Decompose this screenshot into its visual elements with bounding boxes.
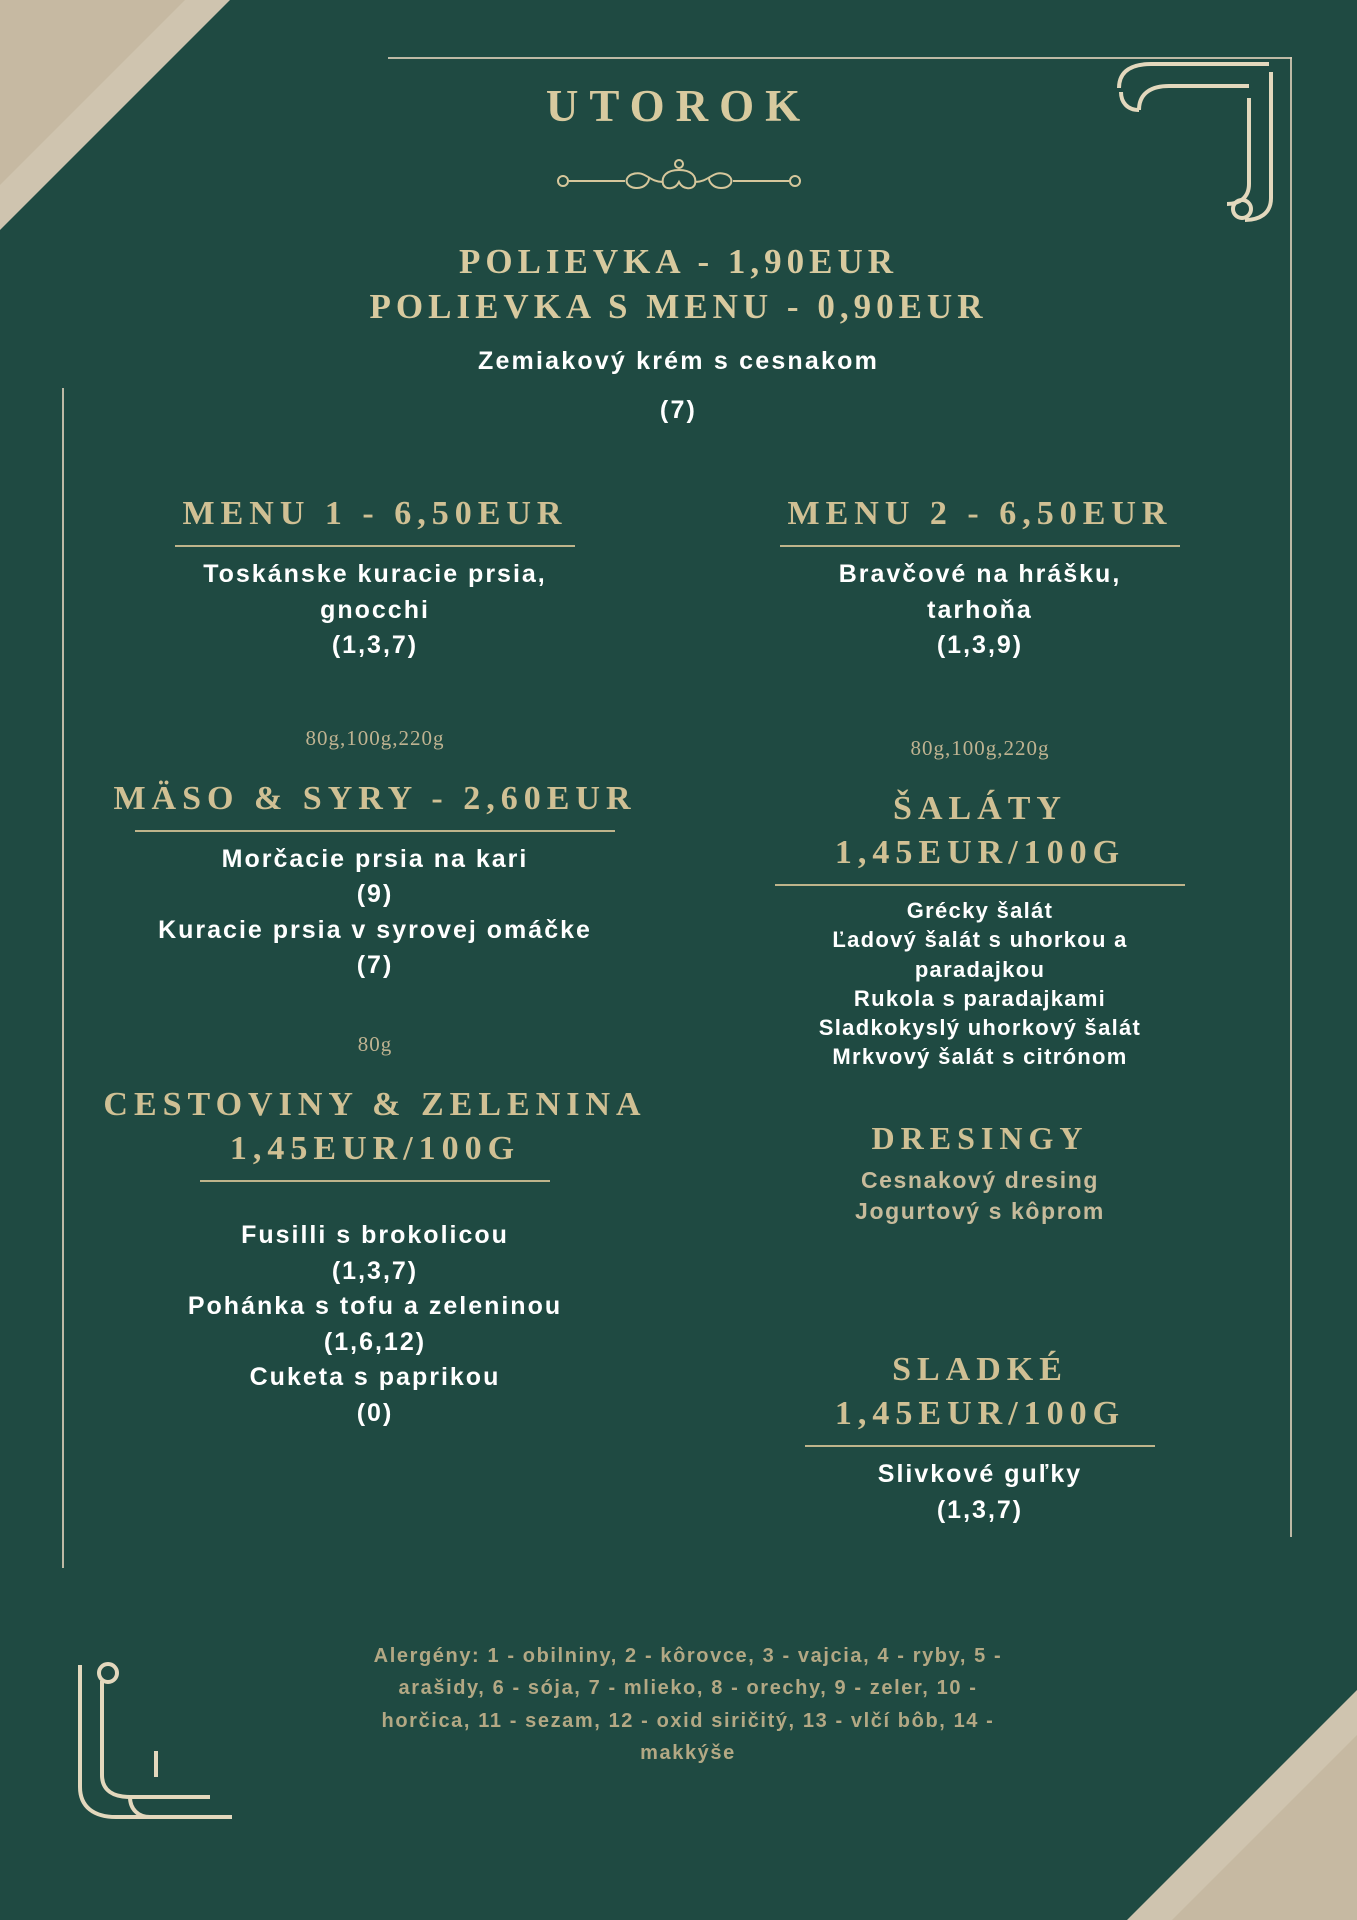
menu2-line-2: tarhoňa bbox=[927, 595, 1033, 624]
sweet-heading-2: 1,45EUR/100G bbox=[834, 1395, 1126, 1433]
meat-cheese-heading: MÄSO & SYRY - 2,60EUR bbox=[113, 779, 637, 817]
meat-cheese-underline bbox=[135, 830, 615, 832]
salads-item-4: Sladkokyslý uhorkový šalát bbox=[818, 1015, 1142, 1041]
salads-weights: 80g,100g,220g bbox=[910, 735, 1050, 760]
pasta-veg-item-1-allergens: (1,3,7) bbox=[331, 1256, 419, 1285]
menu2-section bbox=[690, 492, 1270, 664]
dressings-section bbox=[690, 1120, 1270, 1228]
pasta-veg-item-2-name: Pohánka s tofu a zeleninou bbox=[187, 1292, 563, 1321]
salads-item-3: Rukola s paradajkami bbox=[853, 985, 1107, 1011]
dressings-item-1: Cesnakový dresing bbox=[860, 1166, 1100, 1193]
page-title: UTOROK bbox=[545, 81, 812, 131]
menu2-line-1: Bravčové na hrášku, bbox=[838, 560, 1122, 589]
salads-item-2: Ľadový šalát s uhorkou a bbox=[832, 927, 1128, 953]
soup-name: Zemiakový krém s cesnakom bbox=[477, 346, 880, 375]
left-column bbox=[70, 492, 680, 1431]
sweet-underline bbox=[805, 1445, 1155, 1447]
pasta-veg-heading-1: CESTOVINY & ZELENINA bbox=[103, 1085, 647, 1123]
soup-section bbox=[0, 240, 1357, 429]
soup-price-line-2: POLIEVKA S MENU - 0,90EUR bbox=[369, 286, 988, 326]
menu1-line-2: gnocchi bbox=[320, 595, 430, 624]
border-rule-left bbox=[62, 388, 64, 1568]
menu2-allergens: (1,3,9) bbox=[936, 631, 1024, 660]
pasta-veg-weights: 80g bbox=[357, 1031, 393, 1056]
salads-item-2-cont: paradajkou bbox=[914, 956, 1046, 982]
pasta-veg-item-2-allergens: (1,6,12) bbox=[323, 1327, 427, 1356]
menu1-allergens: (1,3,7) bbox=[331, 631, 419, 660]
allergens-note-line-1: Alergény: 1 - obilniny, 2 - kôrovce, 3 - vajcia, 4 - ryby, 5 - bbox=[373, 1645, 1003, 1667]
pasta-veg-item-3-allergens: (0) bbox=[356, 1398, 394, 1427]
dressings-item-2: Jogurtový s kôprom bbox=[855, 1198, 1105, 1225]
salads-underline bbox=[775, 884, 1185, 886]
right-column bbox=[690, 492, 1270, 1528]
menu1-underline bbox=[175, 545, 575, 547]
allergens-note-line-4: makkýše bbox=[640, 1742, 736, 1765]
menu1-heading: MENU 1 - 6,50EUR bbox=[182, 495, 568, 532]
salads-item-1: Grécky šalát bbox=[906, 898, 1054, 924]
menu1-section bbox=[70, 492, 680, 664]
meat-cheese-weights: 80g,100g,220g bbox=[305, 725, 445, 750]
soup-allergens: (7) bbox=[659, 396, 698, 425]
meat-cheese-item-1-allergens: (9) bbox=[356, 880, 394, 909]
salads-section bbox=[690, 736, 1270, 1072]
pasta-veg-heading-2: 1,45EUR/100G bbox=[229, 1130, 521, 1168]
allergens-note bbox=[238, 1640, 1138, 1770]
allergens-note-line-3: horčica, 11 - sezam, 12 - oxid siričitý, 13 - vlčí bôb, 14 - bbox=[381, 1709, 995, 1732]
salads-item-5: Mrkvový šalát s citrónom bbox=[832, 1044, 1128, 1070]
salads-heading-1: ŠALÁTY bbox=[893, 789, 1067, 827]
pasta-veg-section bbox=[70, 1032, 680, 1431]
dressings-heading: DRESINGY bbox=[871, 1119, 1089, 1156]
sweet-allergens: (1,3,7) bbox=[936, 1495, 1024, 1524]
meat-cheese-item-2-name: Kuracie prsia v syrovej omáčke bbox=[158, 915, 592, 944]
meat-cheese-item-1-name: Morčacie prsia na kari bbox=[221, 844, 529, 873]
meat-cheese-item-2-allergens: (7) bbox=[356, 951, 394, 980]
soup-price-line-1: POLIEVKA - 1,90EUR bbox=[458, 242, 899, 281]
divider-ornament-icon bbox=[0, 150, 1357, 203]
menu2-heading: MENU 2 - 6,50EUR bbox=[787, 495, 1173, 532]
menu2-underline bbox=[780, 545, 1180, 547]
sweet-item: Slivkové guľky bbox=[877, 1460, 1083, 1489]
ornament-corner-bottom-icon bbox=[72, 1657, 242, 1832]
corner-decoration-bottom-right-inner bbox=[1172, 1735, 1357, 1920]
menu1-line-1: Toskánske kuracie prsia, bbox=[203, 560, 547, 589]
meat-cheese-section bbox=[70, 726, 680, 984]
sweet-heading-1: SLADKÉ bbox=[892, 1351, 1068, 1389]
allergens-note-line-2: arašidy, 6 - sója, 7 - mlieko, 8 - orechy, 9 - zeler, 10 - bbox=[398, 1677, 978, 1700]
salads-heading-2: 1,45EUR/100G bbox=[834, 833, 1126, 871]
pasta-veg-item-3-name: Cuketa s paprikou bbox=[249, 1363, 501, 1392]
pasta-veg-underline bbox=[200, 1180, 550, 1182]
sweet-section bbox=[690, 1348, 1270, 1528]
pasta-veg-item-1-name: Fusilli s brokolicou bbox=[241, 1221, 509, 1250]
